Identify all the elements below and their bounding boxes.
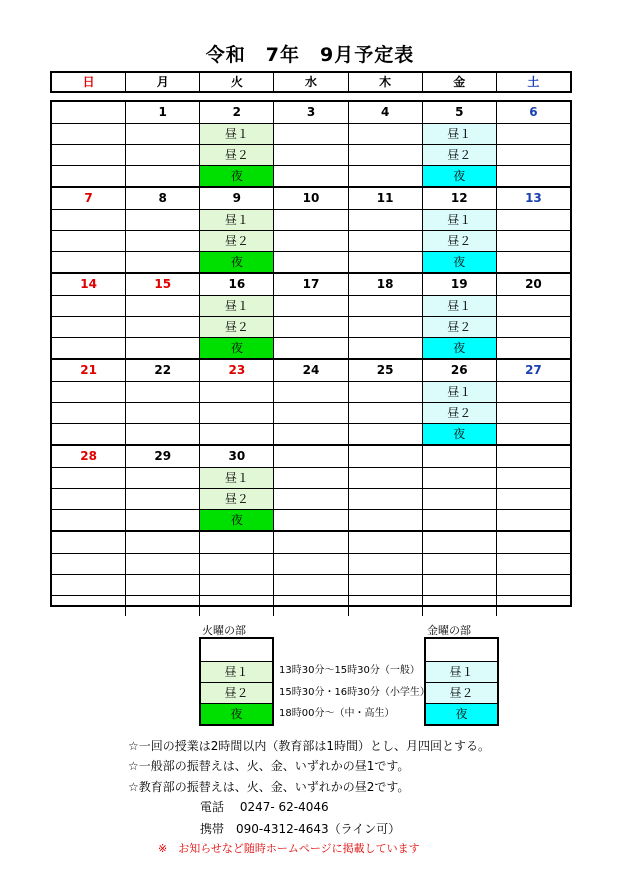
- day-number: 18: [376, 277, 394, 291]
- legend-tue-title: 火曜の部: [202, 624, 246, 637]
- slot-day2: 昼２: [200, 488, 273, 509]
- day-number: 16: [228, 277, 246, 291]
- legend-tue-day1: 昼１: [201, 661, 272, 682]
- day-number: 19: [450, 277, 468, 291]
- day-number: 17: [302, 277, 320, 291]
- day-number: 21: [80, 363, 97, 377]
- day-number: 12: [450, 191, 468, 205]
- day-number: 11: [376, 191, 394, 205]
- day-number: 2: [232, 105, 242, 119]
- day-number: 28: [80, 449, 97, 463]
- slot-night: 夜: [200, 251, 273, 272]
- slot-night: 夜: [423, 251, 496, 272]
- slot-night: 夜: [200, 165, 273, 186]
- slot-day1: 昼１: [423, 209, 496, 230]
- legend-tue-day2: 昼２: [201, 682, 272, 703]
- day-number: 9: [232, 191, 242, 205]
- day-number: 13: [525, 191, 542, 205]
- day-number: 24: [302, 363, 320, 377]
- day-number: 10: [302, 191, 320, 205]
- weekday-wed: 水: [273, 73, 347, 91]
- mobile-number: 携帯 090-4312-4643（ライン可）: [200, 822, 401, 836]
- slot-day2: 昼２: [423, 316, 496, 337]
- day-number: 3: [306, 105, 316, 119]
- slot-day1: 昼１: [200, 123, 273, 144]
- day-number: 22: [154, 363, 172, 377]
- note-general-makeup: ☆一般部の振替えは、火、金、いずれかの昼1です。: [128, 759, 410, 773]
- website-notice: ※ お知らせなど随時ホームページに掲載しています: [158, 842, 420, 855]
- calendar-week-empty: [52, 530, 570, 616]
- legend-time-night: 18時00分～（中・高生）: [279, 708, 395, 719]
- day-number: 25: [376, 363, 394, 377]
- day-number: 29: [154, 449, 172, 463]
- slot-day1: 昼１: [423, 123, 496, 144]
- weekday-thu: 木: [348, 73, 422, 91]
- slot-night: 夜: [423, 165, 496, 186]
- slot-day2: 昼２: [200, 316, 273, 337]
- day-number: 6: [529, 105, 538, 119]
- legend-time-day2: 15時30分・16時30分（小学生）: [279, 687, 430, 698]
- note-education-makeup: ☆教育部の振替えは、火、金、いずれかの昼2です。: [128, 780, 410, 794]
- slot-night: 夜: [200, 509, 273, 530]
- calendar-week: [52, 272, 570, 358]
- slot-day1: 昼１: [423, 381, 496, 402]
- day-number: 23: [228, 363, 246, 377]
- slot-day2: 昼２: [423, 402, 496, 423]
- legend-time-day1: 13時30分～15時30分（一般）: [279, 665, 420, 676]
- legend-fri-box: [424, 637, 499, 726]
- weekday-header: [50, 71, 572, 93]
- day-number: 15: [154, 277, 172, 291]
- weekday-fri: 金: [422, 73, 496, 91]
- slot-day2: 昼２: [200, 144, 273, 165]
- legend-tue-night: 夜: [201, 703, 272, 724]
- day-number: 1: [158, 105, 167, 119]
- slot-day2: 昼２: [423, 144, 496, 165]
- calendar-week: [52, 444, 570, 530]
- legend-tue-box: [199, 637, 274, 726]
- weekday-mon: 月: [125, 73, 199, 91]
- slot-night: 夜: [423, 423, 496, 444]
- weekday-sun: 日: [82, 75, 95, 89]
- slot-day1: 昼１: [200, 295, 273, 316]
- calendar-week: [52, 102, 570, 186]
- legend-fri-day1: 昼１: [426, 661, 497, 682]
- day-number: [52, 102, 125, 123]
- legend-fri-title: 金曜の部: [427, 624, 471, 637]
- calendar-week: [52, 186, 570, 272]
- weekday-sat: 土: [496, 73, 570, 91]
- weekday-tue: 火: [199, 73, 273, 91]
- slot-day2: 昼２: [423, 230, 496, 251]
- page-title: 令和 7年 9月予定表: [205, 44, 415, 66]
- calendar-week: [52, 358, 570, 444]
- day-number: 30: [228, 449, 246, 463]
- day-number: 5: [455, 105, 464, 119]
- slot-day2: 昼２: [200, 230, 273, 251]
- day-number: 8: [158, 191, 167, 205]
- slot-night: 夜: [200, 337, 273, 358]
- legend-fri-day2: 昼２: [426, 682, 497, 703]
- legend-fri-night: 夜: [426, 703, 497, 724]
- day-number: 27: [525, 363, 542, 377]
- slot-day1: 昼１: [200, 467, 273, 488]
- day-number: 20: [525, 277, 542, 291]
- day-number: 14: [80, 277, 97, 291]
- day-number: 4: [380, 105, 390, 119]
- day-number: 26: [450, 363, 468, 377]
- phone-number: 電話 0247- 62-4046: [200, 800, 329, 814]
- slot-night: 夜: [423, 337, 496, 358]
- note-lesson-rule: ☆一回の授業は2時間以内（教育部は1時間）とし、月四回とする。: [128, 739, 491, 753]
- slot-day1: 昼１: [423, 295, 496, 316]
- slot-day1: 昼１: [200, 209, 273, 230]
- day-number: 7: [84, 191, 93, 205]
- calendar-grid: [50, 100, 572, 607]
